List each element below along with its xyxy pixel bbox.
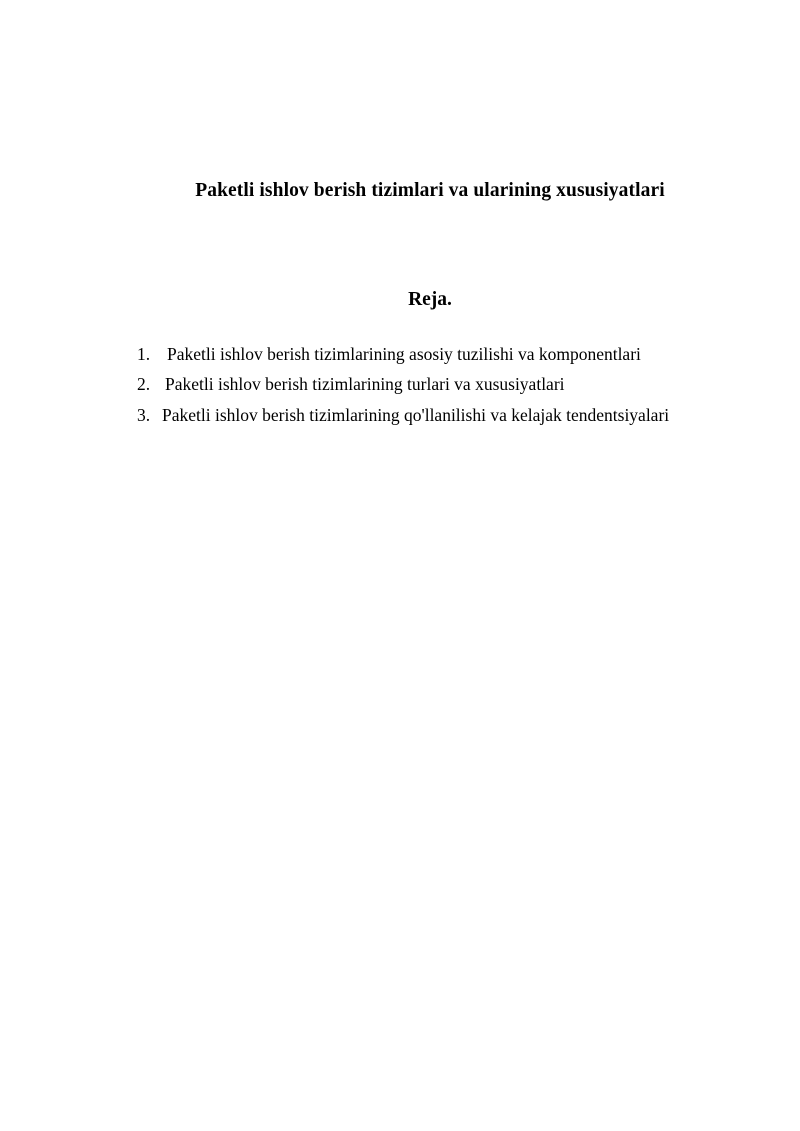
list-item-number: 3. [137,404,151,425]
list-item [137,340,745,368]
list-item [137,370,745,398]
list-item-text: Paketli ishlov berish tizimlarining turlari va xususiyatlari [165,374,565,395]
list-item-number: 1. [137,344,151,364]
section-heading-reja: Reja. [408,289,452,310]
list-item-text: Paketli ishlov berish tizimlarining qo'llanilishi va kelajak tendentsiyalari [162,404,670,425]
page-title: Paketli ishlov berish tizimlari va ularining xususiyatlari [195,180,665,201]
list-item [137,401,745,429]
plan-list [137,340,745,431]
list-item-number: 2. [137,374,151,395]
list-item-text: Paketli ishlov berish tizimlarining asosiy tuzilishi va komponentlari [167,344,641,364]
